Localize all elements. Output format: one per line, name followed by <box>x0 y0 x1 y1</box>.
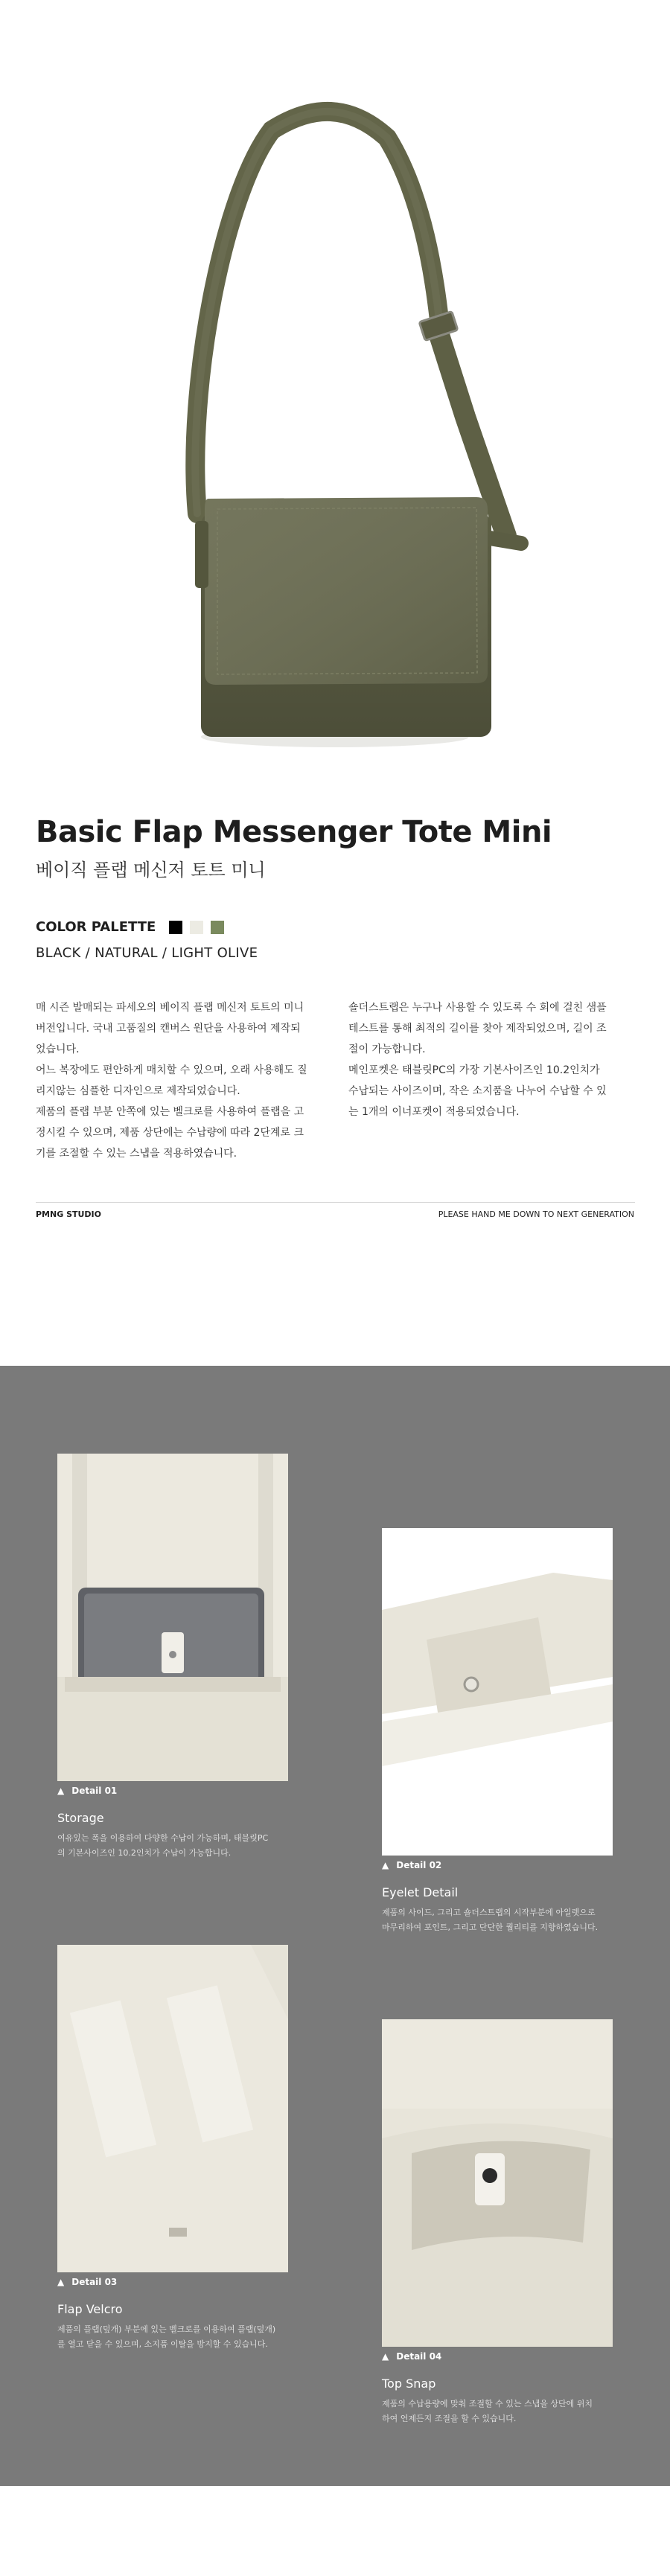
description-right <box>348 997 635 1122</box>
detail-title: Storage <box>57 1811 104 1825</box>
product-title-block <box>36 815 639 881</box>
product-title-en: Basic Flap Messenger Tote Mini <box>36 815 552 849</box>
description-line: 는 1개의 이너포켓이 적용되었습니다. <box>348 1106 520 1118</box>
divider <box>36 1202 635 1203</box>
description-line: 테스트를 통해 최적의 길이를 찾아 제작되었으며, 길이 조 <box>348 1023 607 1035</box>
detail-flap-velcro <box>57 1945 288 2352</box>
details-section <box>0 1366 670 2486</box>
detail-label: Detail 02 <box>396 1860 442 1870</box>
detail-storage <box>57 1454 288 1861</box>
brand-slogan: PLEASE HAND ME DOWN TO NEXT GENERATION <box>438 1209 634 1219</box>
description-line: 숄더스트랩은 누구나 사용할 수 있도록 수 회에 걸친 샘플 <box>348 1002 607 1014</box>
description-line: 제품의 플랩 부분 안쪽에 있는 벨크로를 사용하여 플랩을 고 <box>36 1106 304 1118</box>
color-palette <box>36 919 232 935</box>
triangle-icon: ▲ <box>382 1860 389 1870</box>
detail-title: Top Snap <box>382 2377 436 2391</box>
detail-title: Flap Velcro <box>57 2302 123 2316</box>
detail-text: 제품의 수납용량에 맞춰 조절할 수 있는 스냅을 상단에 위치 하여 언제든지 조절을 할 수 있습니다. <box>382 2399 593 2423</box>
description-line: 버전입니다. 국내 고품질의 캔버스 원단을 사용하여 제작되 <box>36 1023 301 1035</box>
detail-photo-eyelet <box>382 1528 613 1856</box>
description-line: 어느 복장에도 편안하게 매치할 수 있으며, 오래 사용해도 질 <box>36 1064 307 1076</box>
detail-text: 제품의 플랩(덮개) 부분에 있는 벨크로를 이용하여 플랩(덮개) 를 열고 닫을 수 있으며, 소지품 이탈을 방지할 수 있습니다. <box>57 2324 276 2349</box>
olive-messenger-bag-illustration <box>0 0 670 789</box>
description-line: 리지않는 심플한 디자인으로 제작되었습니다. <box>36 1085 240 1097</box>
description-line: 었습니다. <box>36 1043 80 1055</box>
triangle-icon: ▲ <box>382 2351 389 2362</box>
detail-text: 제품의 사이드, 그리고 숄더스트랩의 시작부분에 아일렛으로 마무리하여 포인트, 그리고 단단한 퀄리티를 지향하였습니다. <box>382 1908 599 1932</box>
detail-eyelet <box>382 1528 613 1935</box>
detail-photo-storage <box>57 1454 288 1781</box>
description-line: 기를 조절할 수 있는 스냅을 적용하였습니다. <box>36 1148 237 1160</box>
detail-photo-snap <box>382 2019 613 2347</box>
triangle-icon: ▲ <box>57 1786 65 1796</box>
product-title-ko: 베이직 플랩 메신저 토트 미니 <box>36 860 266 880</box>
detail-top-snap <box>382 2019 613 2426</box>
color-palette-label: COLOR PALETTE <box>36 919 156 935</box>
detail-label: Detail 03 <box>71 2277 118 2287</box>
description-left <box>36 997 322 1164</box>
swatch-black <box>169 921 182 934</box>
brand-name: PMNG STUDIO <box>36 1209 102 1219</box>
description-line: 수납되는 사이즈이며, 작은 소지품을 나누어 수납할 수 있 <box>348 1085 607 1097</box>
detail-label: Detail 04 <box>396 2351 442 2362</box>
description-line: 매 시즌 발매되는 파세오의 베이직 플랩 메신저 토트의 미니 <box>36 1002 304 1014</box>
detail-text: 여유있는 폭을 이용하여 다양한 수납이 가능하며, 태블릿PC 의 기본사이즈인 10.2인치가 수납이 가능합니다. <box>57 1833 269 1858</box>
triangle-icon: ▲ <box>57 2277 65 2287</box>
description-line: 메인포켓은 태블릿PC의 가장 기본사이즈인 10.2인치가 <box>348 1064 600 1076</box>
color-names: BLACK / NATURAL / LIGHT OLIVE <box>36 945 258 961</box>
swatch-light-olive <box>211 921 224 934</box>
detail-label: Detail 01 <box>71 1786 118 1796</box>
swatch-natural <box>190 921 203 934</box>
description-line: 정시킬 수 있으며, 제품 상단에는 수납량에 따라 2단계로 크 <box>36 1127 304 1139</box>
hero-product-photo <box>0 0 670 789</box>
description-line: 절이 가능합니다. <box>348 1043 426 1055</box>
detail-title: Eyelet Detail <box>382 1885 459 1899</box>
detail-photo-velcro <box>57 1945 288 2272</box>
